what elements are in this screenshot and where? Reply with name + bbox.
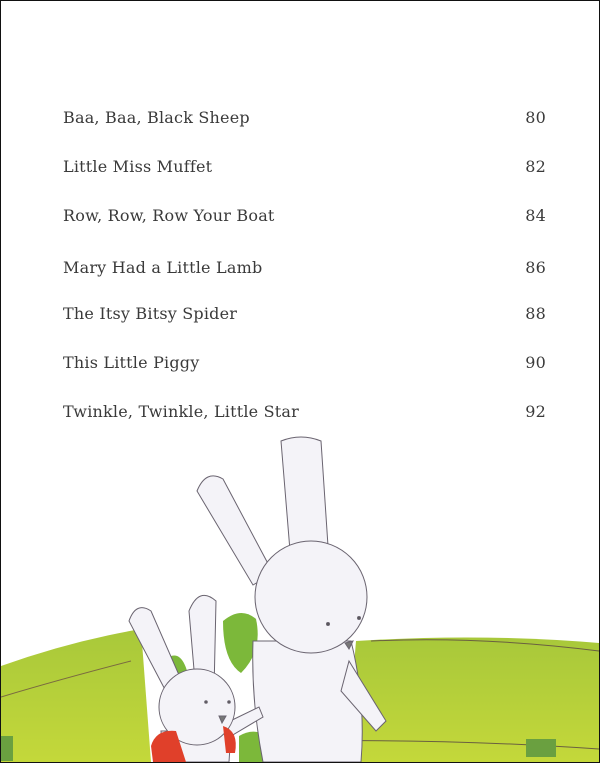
toc-page: 88 — [525, 304, 546, 323]
left-hill — [1, 629, 151, 762]
toc-page: 92 — [525, 402, 546, 421]
toc-title: Little Miss Muffet — [63, 157, 213, 176]
right-hill — [346, 637, 599, 762]
toc-title: Mary Had a Little Lamb — [63, 258, 263, 277]
toc-title: Row, Row, Row Your Boat — [63, 206, 275, 225]
grass-tuft — [526, 739, 556, 757]
toc-page: 82 — [525, 157, 546, 176]
toc-title: Baa, Baa, Black Sheep — [63, 108, 250, 127]
toc-title: The Itsy Bitsy Spider — [63, 304, 238, 323]
toc-page: 84 — [525, 206, 546, 225]
grass-tuft — [1, 736, 13, 761]
toc-title: This Little Piggy — [63, 353, 200, 372]
toc-page: 80 — [525, 108, 546, 127]
toc-page: 90 — [525, 353, 546, 372]
toc-page: 86 — [525, 258, 546, 277]
toc-title: Twinkle, Twinkle, Little Star — [63, 402, 299, 421]
bunnies-illustration — [1, 1, 599, 762]
